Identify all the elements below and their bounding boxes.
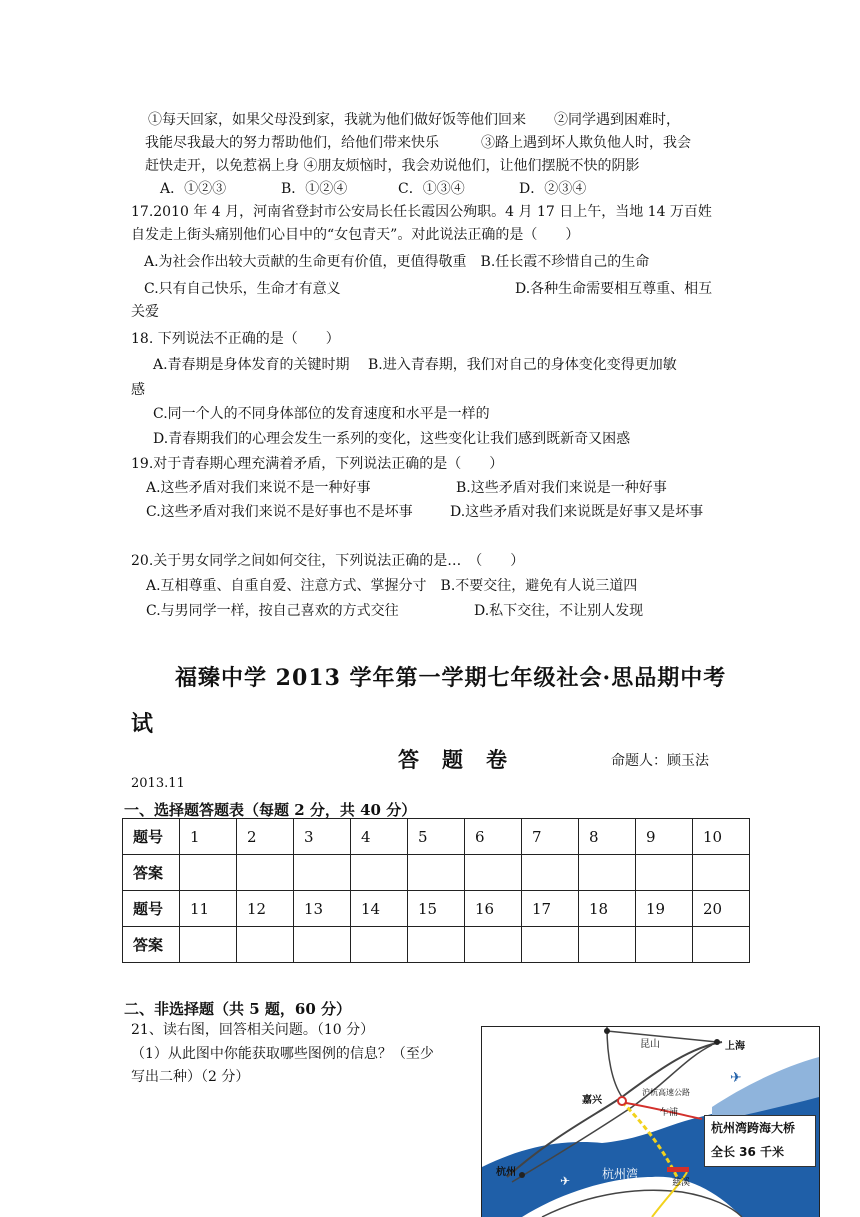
answer-cell[interactable] [465,855,522,891]
table-row [123,927,750,963]
airplane-icon: ✈ [730,1070,742,1086]
answer-cell[interactable] [294,855,351,891]
q19-option-b: B.这些矛盾对我们来说是一种好事 [456,480,667,496]
question-number: 11 [180,891,237,927]
question-number: 7 [522,819,579,855]
q16-option-a: A．①②③ [160,181,227,197]
question-number: 14 [351,891,408,927]
q16-line3: 赶快走开，以免惹祸上身 ④朋友烦恼时，我会劝说他们，让他们摆脱不快的阴影 [145,158,640,174]
question-number: 13 [294,891,351,927]
row-label-number: 题号 [123,891,180,927]
question-number: 8 [579,819,636,855]
map-label-zhapu: 乍浦 [660,1108,679,1118]
section2-heading: 二、非选择题（共 5 题，60 分） [124,1000,351,1018]
bridge-name: 杭州湾跨海大桥 [711,1121,796,1135]
q18-option-ab-cont: 感 [131,382,145,398]
answer-cell[interactable] [636,855,693,891]
q20-stem: 20.关于男女同学之间如何交往，下列说法正确的是… （ ） [131,553,525,569]
question-number: 19 [636,891,693,927]
answer-sheet-subtitle: 答 题 卷 [398,747,508,772]
answer-cell[interactable] [636,927,693,963]
question-number: 9 [636,819,693,855]
bridge-length: 全长 36 千米 [711,1145,785,1159]
q18-option-c: C.同一个人的不同身体部位的发育速度和水平是一样的 [153,406,490,422]
question-number: 16 [465,891,522,927]
q17-option-d-cont: 关爱 [131,304,159,320]
q17-option-d: D.各种生命需要相互尊重、相互 [515,281,713,297]
table-row [123,891,750,927]
answer-cell[interactable] [180,855,237,891]
q18-option-ab: A.青春期是身体发育的关键时期 B.进入青春期，我们对自己的身体变化变得更加敏 [153,357,677,373]
answer-cell[interactable] [408,855,465,891]
answer-cell[interactable] [579,927,636,963]
question-number: 4 [351,819,408,855]
q21-part1-line2: 写出二种）（2 分） [131,1069,250,1085]
answer-cell[interactable] [465,927,522,963]
question-number: 12 [237,891,294,927]
map-label-huhang-highway: 沪杭高速公路 [642,1088,690,1097]
q16-option-d: D．②③④ [519,181,587,197]
city-dot-kunshan [604,1028,610,1034]
exam-date: 2013.11 [131,776,185,791]
answer-cell[interactable] [579,855,636,891]
q20-option-ab: A.互相尊重、自重自爱、注意方式、掌握分寸 B.不要交往，避免有人说三道四 [146,578,638,594]
map-label-bay: 杭州湾 [602,1167,639,1181]
q20-option-d: D.私下交往，不让别人发现 [474,603,644,619]
q19-stem: 19.对于青春期心理充满着矛盾，下列说法正确的是（ ） [131,456,504,472]
answer-cell[interactable] [351,855,408,891]
answer-cell[interactable] [237,927,294,963]
q16-line2: 我能尽我最大的努力帮助他们，给他们带来快乐 ③路上遇到坏人欺负他人时，我会 [145,135,691,151]
question-number: 6 [465,819,522,855]
q20-option-c: C.与男同学一样，按自己喜欢的方式交往 [146,603,399,619]
city-dot-shanghai [714,1039,720,1045]
map-label-jiaxing: 嘉兴 [582,1095,602,1106]
author-label: 命题人：顾玉法 [611,753,709,769]
q21-part1-line1: （1）从此图中你能获取哪些图例的信息？（至少 [131,1046,434,1062]
answer-cell[interactable] [693,927,750,963]
airplane-icon: ✈ [560,1174,571,1188]
row-label-answer: 答案 [123,927,180,963]
q17-option-c: C.只有自己快乐，生命才有意义 [144,281,341,297]
question-number: 17 [522,891,579,927]
answer-cell[interactable] [180,927,237,963]
answer-cell[interactable] [351,927,408,963]
q16-line1: ①每天回家，如果父母没到家，我就为他们做好饭等他们回来 ②同学遇到困难时， [148,112,680,128]
table-row [123,855,750,891]
q18-stem: 18. 下列说法不正确的是（ ） [131,331,340,347]
q18-option-d: D.青春期我们的心理会发生一系列的变化，这些变化让我们感到既新奇又困惑 [153,431,631,447]
row-label-number: 题号 [123,819,180,855]
exam-title-line1: 福臻中学 2013 学年第一学期七年级社会·思品期中考 [175,665,727,691]
row-label-answer: 答案 [123,855,180,891]
exam-title-line2: 试 [131,711,155,737]
city-dot-hangzhou [519,1172,525,1178]
map-label-cixi: 慈溪 [672,1178,691,1188]
q17-stem-line2: 自发走上街头痛别他们心目中的“女包青天”。对此说法正确的是（ ） [131,227,580,243]
map-label-hangzhou: 杭州 [496,1167,516,1178]
answer-cell[interactable] [237,855,294,891]
answer-table [122,818,750,963]
question-number: 15 [408,891,465,927]
q16-option-b: B．①②④ [281,181,348,197]
road-shanghai [607,1031,717,1042]
q21-stem: 21、读右图，回答相关问题。（10 分） [131,1022,375,1038]
section1-heading: 一、选择题答题表（每题 2 分，共 40 分） [124,801,417,819]
answer-cell[interactable] [408,927,465,963]
question-number: 18 [579,891,636,927]
bridge-south-marker [667,1167,689,1172]
answer-cell[interactable] [522,855,579,891]
map-label-shanghai: 上海 [725,1041,745,1052]
answer-cell[interactable] [294,927,351,963]
road-kunshan [607,1027,622,1097]
q17-option-ab: A.为社会作出较大贡献的生命更有价值，更值得敬重 B.任长霞不珍惜自己的生命 [144,254,650,270]
answer-cell[interactable] [522,927,579,963]
q19-option-c: C.这些矛盾对我们来说不是好事也不是坏事 [146,504,413,520]
map-label-kunshan: 昆山 [640,1039,660,1050]
answer-cell[interactable] [693,855,750,891]
question-number: 20 [693,891,750,927]
question-number: 5 [408,819,465,855]
question-number: 3 [294,819,351,855]
q16-option-c: C．①③④ [398,181,465,197]
q19-option-a: A.这些矛盾对我们来说不是一种好事 [146,480,371,496]
table-row [123,819,750,855]
bridge-info-box [704,1115,816,1167]
q17-stem-line1: 17.2010 年 4 月，河南省登封市公安局长任长霞因公殉职。4 月 17 日上午，当地 14 万百姓 [131,204,712,220]
q19-option-d: D.这些矛盾对我们来说既是好事又是坏事 [450,504,704,520]
hangzhou-bay-map [481,1026,820,1217]
question-number: 1 [180,819,237,855]
question-number: 2 [237,819,294,855]
question-number: 10 [693,819,750,855]
city-dot-jiaxing [618,1097,626,1105]
